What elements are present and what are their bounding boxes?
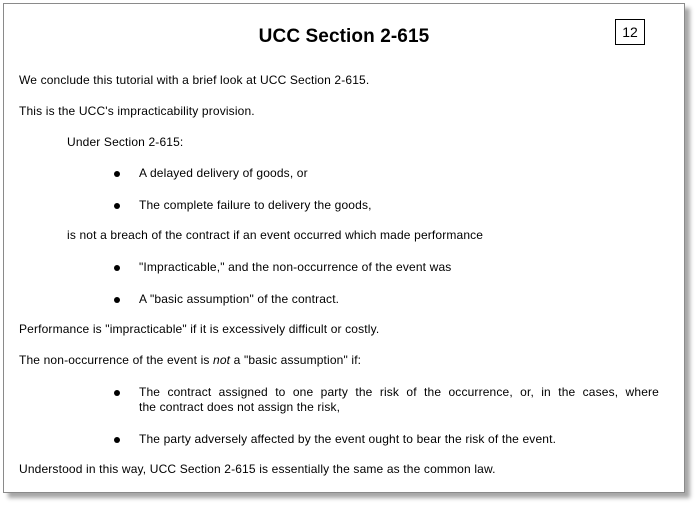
- bullet-icon: [114, 390, 120, 396]
- list-item-line: The contract assigned to one party the risk of the occurrence, or, in the cases, where: [139, 385, 659, 399]
- bullet-icon: [114, 297, 120, 303]
- slide-page: [3, 3, 685, 493]
- bullet-icon: [114, 171, 120, 177]
- bullet-icon: [114, 265, 120, 271]
- paragraph-not-breach: is not a breach of the contract if an event occurred which made performance: [67, 228, 484, 242]
- list-item: The party adversely affected by the event ought to bear the risk of the event.: [139, 432, 557, 446]
- paragraph-provision: This is the UCC's impracticability provision.: [19, 104, 255, 118]
- slide-title: UCC Section 2-615: [258, 26, 430, 47]
- paragraph-basic-assumption: [19, 353, 361, 368]
- bullet-icon: [114, 203, 120, 209]
- text-segment: a "basic assumption" if:: [230, 353, 362, 367]
- emphasis-text: not: [213, 353, 231, 367]
- paragraph-intro: We conclude this tutorial with a brief look at UCC Section 2-615.: [19, 73, 370, 87]
- paragraph-conclusion: Understood in this way, UCC Section 2-615 is essentially the same as the common law.: [19, 462, 496, 476]
- text-segment: The non-occurrence of the event is: [19, 353, 214, 367]
- bullet-icon: [114, 437, 120, 443]
- list-item: [139, 385, 659, 415]
- paragraph-definition: Performance is "impracticable" if it is excessively difficult or costly.: [19, 322, 380, 336]
- list-item: A "basic assumption" of the contract.: [139, 292, 340, 306]
- page-number: 12: [622, 24, 638, 40]
- list-item: The complete failure to delivery the goods,: [139, 198, 372, 212]
- list-item: A delayed delivery of goods, or: [139, 166, 308, 180]
- page-number-box: [615, 19, 645, 45]
- list-item-line: the contract does not assign the risk,: [139, 400, 341, 414]
- list-item: "Impracticable," and the non-occurrence of the event was: [139, 260, 452, 274]
- paragraph-under-section: Under Section 2-615:: [67, 135, 184, 149]
